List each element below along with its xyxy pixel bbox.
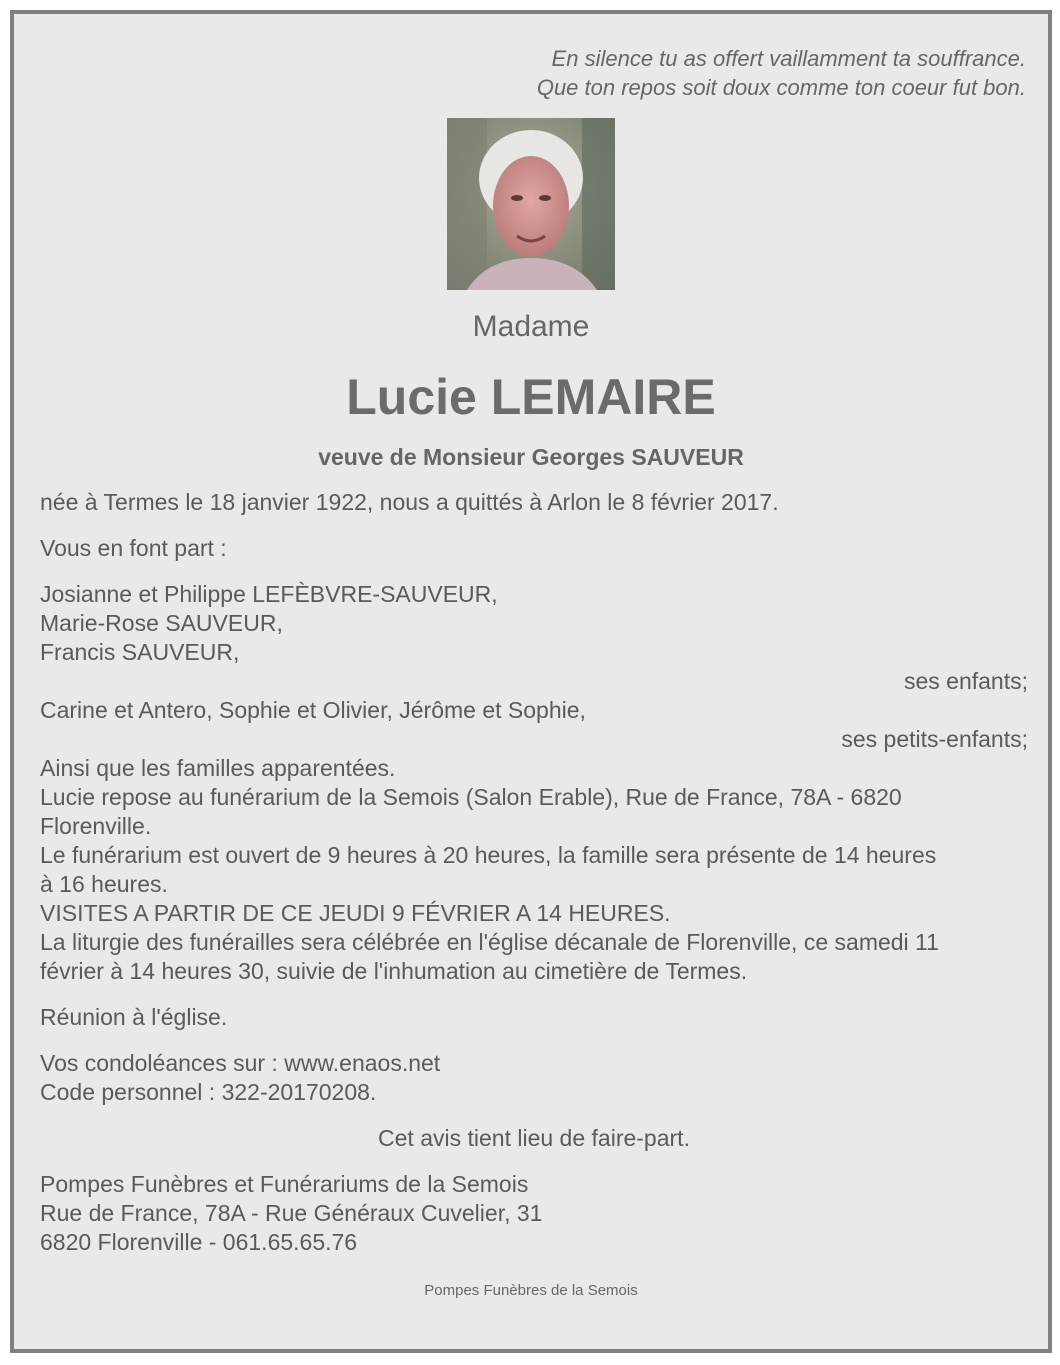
epitaph-quote bbox=[537, 44, 1026, 102]
quote-line-1: En silence tu as offert vaillamment ta souffrance. bbox=[551, 46, 1026, 71]
notice-line: Cet avis tient lieu de faire-part. bbox=[378, 1125, 690, 1151]
meeting-line: Réunion à l'église. bbox=[40, 1004, 228, 1030]
child-3: Francis SAUVEUR, bbox=[40, 639, 240, 665]
funeral-home-address: Rue de France, 78A - Rue Généraux Cuvelier, 31 bbox=[40, 1200, 543, 1226]
open-line-2: à 16 heures. bbox=[40, 871, 168, 897]
obituary-body bbox=[40, 488, 1028, 1257]
grandchildren-line: Carine et Antero, Sophie et Olivier, Jérôme et Sophie, bbox=[40, 697, 586, 723]
deceased-name: Lucie LEMAIRE bbox=[346, 369, 716, 425]
footer-credit: Pompes Funèbres de la Semois bbox=[424, 1282, 638, 1299]
child-2: Marie-Rose SAUVEUR, bbox=[40, 610, 283, 636]
portrait-icon bbox=[447, 118, 615, 290]
liturgy-line-1: La liturgie des funérailles sera célébrée en l'église décanale de Florenville, ce samedi 11 bbox=[40, 929, 939, 955]
quote-line-2: Que ton repos soit doux comme ton coeur fut bon. bbox=[536, 75, 1026, 100]
visits-line: VISITES A PARTIR DE CE JEUDI 9 FÉVRIER A 14 HEURES. bbox=[40, 900, 671, 926]
widow-of: veuve de Monsieur Georges SAUVEUR bbox=[318, 444, 744, 470]
obituary-card bbox=[10, 10, 1052, 1353]
funeral-home-city-phone: 6820 Florenville - 061.65.65.76 bbox=[40, 1229, 358, 1255]
child-1: Josianne et Philippe LEFÈBVRE-SAUVEUR, bbox=[40, 581, 498, 607]
grandchildren-label: ses petits-enfants; bbox=[841, 726, 1028, 752]
code-line: Code personnel : 322-20170208. bbox=[40, 1079, 377, 1105]
condolences-line: Vos condoléances sur : www.enaos.net bbox=[40, 1050, 441, 1076]
portrait-photo bbox=[447, 118, 615, 290]
funeral-home-name: Pompes Funèbres et Funérariums de la Semois bbox=[40, 1171, 529, 1197]
honorific: Madame bbox=[472, 310, 590, 343]
children-label: ses enfants; bbox=[903, 668, 1028, 694]
announce-line: Vous en font part : bbox=[40, 535, 227, 561]
birth-death-line: née à Termes le 18 janvier 1922, nous a quittés à Arlon le 8 février 2017. bbox=[40, 489, 779, 515]
open-line-1: Le funérarium est ouvert de 9 heures à 20 heures, la famille sera présente de 14 heures bbox=[40, 842, 937, 868]
liturgy-line-2: février à 14 heures 30, suivie de l'inhumation au cimetière de Termes. bbox=[40, 958, 748, 984]
rest-line-1: Lucie repose au funérarium de la Semois (Salon Erable), Rue de France, 78A - 6820 bbox=[40, 784, 902, 810]
rest-line-2: Florenville. bbox=[40, 813, 152, 839]
families-line: Ainsi que les familles apparentées. bbox=[40, 755, 396, 781]
